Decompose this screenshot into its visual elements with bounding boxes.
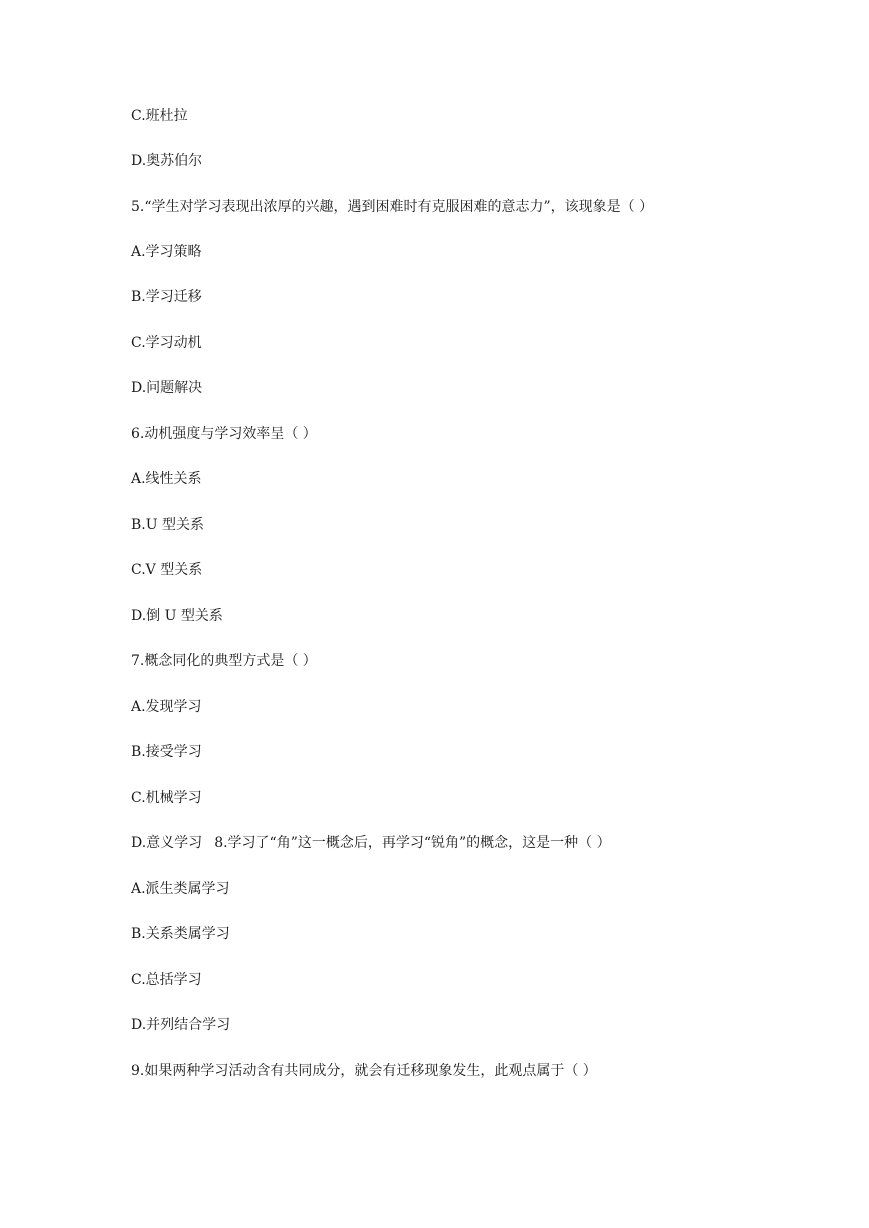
option-text: A.线性关系 <box>131 471 202 487</box>
option-text: D.倒 U 型关系 <box>131 608 223 624</box>
option-text: B.学习迁移 <box>131 289 202 305</box>
option-text: C.V 型关系 <box>131 562 203 578</box>
option-text: A.学习策略 <box>131 244 202 260</box>
option-text: B.U 型关系 <box>131 517 204 533</box>
option-text: C.学习动机 <box>131 335 202 351</box>
option-text: B.关系类属学习 <box>131 926 230 942</box>
question-text: 8.学习了“角”这一概念后，再学习“锐角”的概念，这是一种（ ） <box>214 835 611 851</box>
question-text: 7.概念同化的典型方式是（ ） <box>131 653 317 669</box>
option-text: C.机械学习 <box>131 790 202 806</box>
option-text: A.派生类属学习 <box>131 881 230 897</box>
option-text: B.接受学习 <box>131 744 202 760</box>
option-text: A.发现学习 <box>131 699 202 715</box>
option-text: C.总括学习 <box>131 972 202 988</box>
mixed-line <box>131 835 611 851</box>
option-text: C.班杜拉 <box>131 108 188 124</box>
question-text: 6.动机强度与学习效率呈（ ） <box>131 426 317 442</box>
option-text: D.奥苏伯尔 <box>131 153 203 169</box>
question-text: 9.如果两种学习活动含有共同成分，就会有迁移现象发生，此观点属于（ ） <box>131 1063 597 1079</box>
option-text: D.意义学习 <box>131 835 203 851</box>
option-text: D.并列结合学习 <box>131 1017 231 1033</box>
question-text: 5.“学生对学习表现出浓厚的兴趣，遇到困难时有克服困难的意志力”，该现象是（ ） <box>131 199 654 215</box>
option-text: D.问题解决 <box>131 380 203 396</box>
